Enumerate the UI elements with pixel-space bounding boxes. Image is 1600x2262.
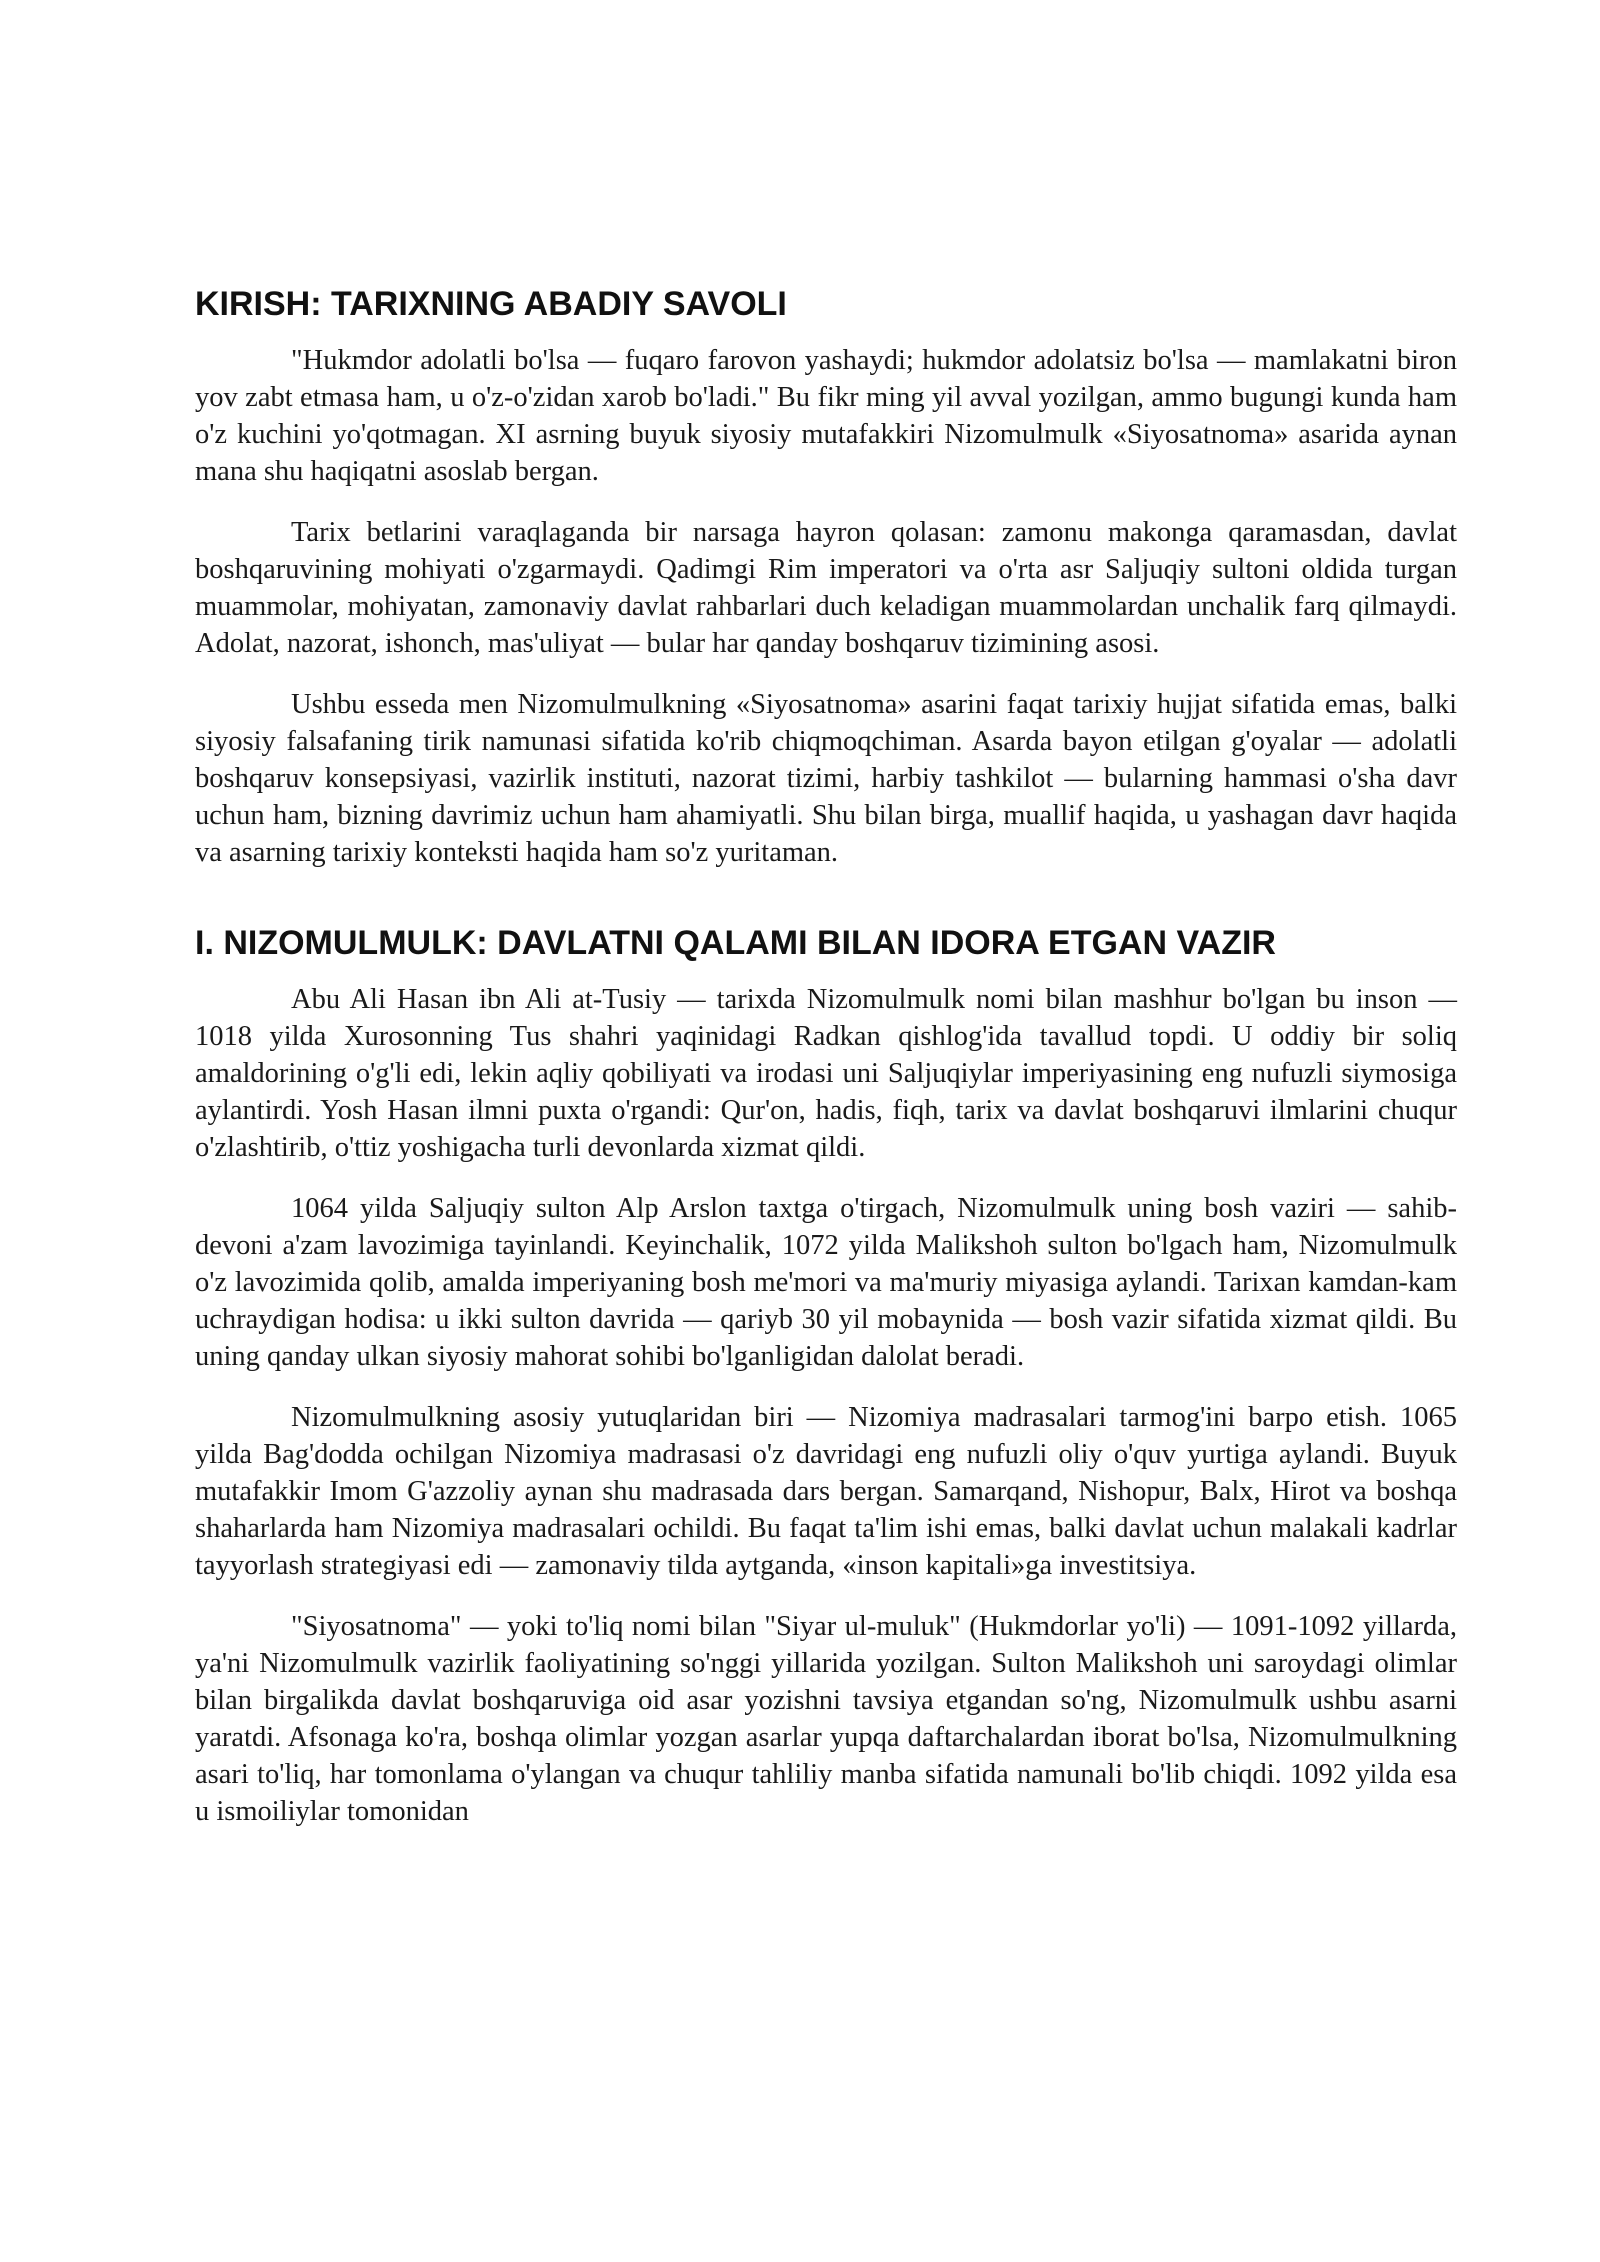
section-1-heading: I. NIZOMULMULK: DAVLATNI QALAMI BILAN IDORA ETGAN VAZIR [195,924,1276,962]
section-1-paragraph-1: Abu Ali Hasan ibn Ali at-Tusiy — tarixda Nizomulmulk nomi bilan mashhur bo'lgan bu inson — 1018 yilda Xurosonning Tus shahri yaqinidagi Radkan qishlog'ida tavallud topdi. U oddiy bir soliq amaldorining o'g'li edi, lekin aqliy qobiliyati va irodasi uni Saljuqiylar imperiyasining eng nufuzli siymosiga aylantirdi. Yosh Hasan ilmni puxta o'rgandi: Qur'on, hadis, fiqh, tarix va davlat boshqaruvi ilmlarini chuqur o'zlashtirib, o'ttiz yoshigacha turli devonlarda xizmat qildi. [195,984,1457,1163]
section-1-paragraph-4: "Siyosatnoma" — yoki to'liq nomi bilan "Siyar ul-muluk" (Hukmdorlar yo'li) — 1091-1092 yillarda, ya'ni Nizomulmulk vazirlik faoliyatining so'nggi yillarida yozilgan. Sulton Malikshoh uni saroydagi olimlar bilan birgalikda davlat boshqaruviga oid asar yozishni tavsiya etgandan so'ng, Nizomulmulk ushbu asarni yaratdi. Afsonaga ko'ra, boshqa olimlar yozgan asarlar yupqa daftarchalardan iborat bo'lsa, Nizomulmulkning asari to'liq, har tomonlama o'ylangan va chuqur tahliliy manba sifatida namunali bo'lib chiqdi. 1092 yilda esa u ismoiliylar tomonidan [195,1611,1457,1827]
intro-paragraph-3: Ushbu esseda men Nizomulmulkning «Siyosatnoma» asarini faqat tarixiy hujjat sifatida emas, balki siyosiy falsafaning tirik namunasi sifatida ko'rib chiqmoqchiman. Asarda bayon etilgan g'oyalar — adolatli boshqaruv konsepsiyasi, vazirlik instituti, nazorat tizimi, harbiy tashkilot — bularning hammasi o'sha davr uchun ham, bizning davrimiz uchun ham ahamiyatli. Shu bilan birga, muallif haqida, u yashagan davr haqida va asarning tarixiy konteksti haqida ham so'z yuritaman. [195,689,1457,868]
intro-heading: KIRISH: TARIXNING ABADIY SAVOLI [195,285,787,323]
section-1-paragraph-2: 1064 yilda Saljuqiy sulton Alp Arslon taxtga o'tirgach, Nizomulmulk uning bosh vaziri — sahib-devoni a'zam lavozimiga tayinlandi. Keyinchalik, 1072 yilda Malikshoh sulton bo'lgach ham, Nizomulmulk o'z lavozimida qolib, amalda imperiyaning bosh me'mori va ma'muriy miyasiga aylandi. Tarixan kamdan-kam uchraydigan hodisa: u ikki sulton davrida — qariyb 30 yil mobaynida — bosh vazir sifatida xizmat qildi. Bu uning qanday ulkan siyosiy mahorat sohibi bo'lganligidan dalolat beradi. [195,1193,1457,1372]
intro-paragraph-1: "Hukmdor adolatli bo'lsa — fuqaro farovon yashaydi; hukmdor adolatsiz bo'lsa — mamlakatni biron yov zabt etmasa ham, u o'z-o'zidan xarob bo'ladi." Bu fikr ming yil avval yozilgan, ammo bugungi kunda ham o'z kuchini yo'qotmagan. XI asrning buyuk siyosiy mutafakkiri Nizomulmulk «Siyosatnoma» asarida aynan mana shu haqiqatni asoslab bergan. [195,345,1457,487]
section-1-paragraph-3: Nizomulmulkning asosiy yutuqlaridan biri — Nizomiya madrasalari tarmog'ini barpo etish. 1065 yilda Bag'dodda ochilgan Nizomiya madrasasi o'z davridagi eng nufuzli oliy o'quv yurtiga aylandi. Buyuk mutafakkir Imom G'azzoliy aynan shu madrasada dars bergan. Samarqand, Nishopur, Balx, Hirot va boshqa shaharlarda ham Nizomiya madrasalari ochildi. Bu faqat ta'lim ishi emas, balki davlat uchun malakali kadrlar tayyorlash strategiyasi edi — zamonaviy tilda aytganda, «inson kapitali»ga investitsiya. [195,1402,1457,1581]
intro-paragraph-2: Tarix betlarini varaqlaganda bir narsaga hayron qolasan: zamonu makonga qaramasdan, davlat boshqaruvining mohiyati o'zgarmaydi. Qadimgi Rim imperatori va o'rta asr Saljuqiy sultoni oldida turgan muammolar, mohiyatan, zamonaviy davlat rahbarlari duch keladigan muammolardan unchalik farq qilmaydi. Adolat, nazorat, ishonch, mas'uliyat — bular har qanday boshqaruv tizimining asosi. [195,517,1457,659]
document-page [195,282,1457,1854]
